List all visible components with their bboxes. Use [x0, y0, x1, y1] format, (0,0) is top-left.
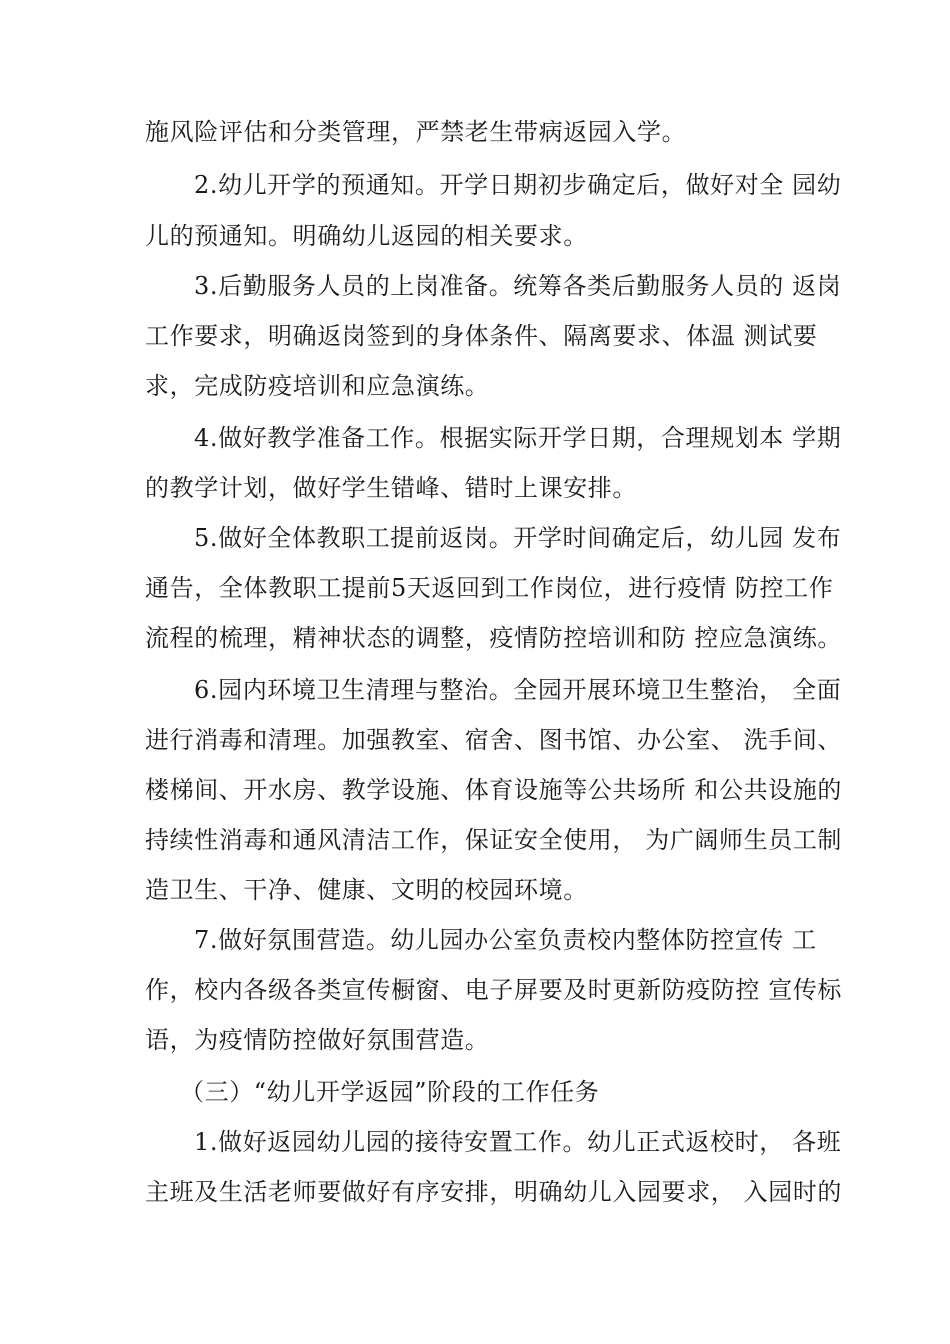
text-line: 3.后勤服务人员的上岗准备。统筹各类后勤服务人员的 返岗 — [194, 272, 842, 300]
text-line: 的教学计划，做好学生错峰、错时上课安排。 — [145, 474, 637, 502]
text-line: 7.做好氛围营造。幼儿园办公室负责校内整体防控宣传 工 — [194, 926, 817, 954]
text-line: 5.做好全体教职工提前返岗。开学时间确定后，幼儿园 发布 — [194, 524, 842, 552]
text-line: 作，校内各级各类宣传橱窗、电子屏要及时更新防疫防控 宣传标 — [145, 976, 843, 1004]
text-line: 进行消毒和清理。加强教室、宿舍、图书馆、办公室、 洗手间、 — [145, 726, 843, 754]
text-line: 通告，全体教职工提前5天返回到工作岗位，进行疫情 防控工作 — [145, 574, 834, 602]
text-line: 2.幼儿开学的预通知。开学日期初步确定后，做好对全 园幼 — [194, 171, 842, 199]
text-line: 1.做好返园幼儿园的接待安置工作。幼儿正式返校时， 各班 — [194, 1128, 842, 1156]
section-heading: （三）“幼儿开学返园”阶段的工作任务 — [180, 1078, 600, 1106]
text-line: 6.园内环境卫生清理与整治。全园开展环境卫生整治， 全面 — [194, 676, 842, 704]
text-line: 主班及生活老师要做好有序安排，明确幼儿入园要求， 入园时的 — [145, 1178, 843, 1206]
text-line: 求，完成防疫培训和应急演练。 — [145, 372, 490, 400]
text-line: 楼梯间、开水房、教学设施、体育设施等公共场所 和公共设施的 — [145, 776, 843, 804]
text-line: 持续性消毒和通风清洁工作，保证安全使用， 为广阔师生员工制 — [145, 826, 843, 854]
text-line: 造卫生、干净、健康、文明的校园环境。 — [145, 876, 588, 904]
text-line: 语，为疫情防控做好氛围营造。 — [145, 1026, 490, 1054]
text-line: 流程的梳理，精神状态的调整，疫情防控培训和防 控应急演练。 — [145, 624, 843, 652]
text-line: 施风险评估和分类管理，严禁老生带病返园入学。 — [145, 118, 687, 146]
text-line: 工作要求，明确返岗签到的身体条件、隔离要求、体温 测试要 — [145, 322, 818, 350]
text-line: 儿的预通知。明确幼儿返园的相关要求。 — [145, 222, 588, 250]
text-line: 4.做好教学准备工作。根据实际开学日期，合理规划本 学期 — [194, 424, 842, 452]
